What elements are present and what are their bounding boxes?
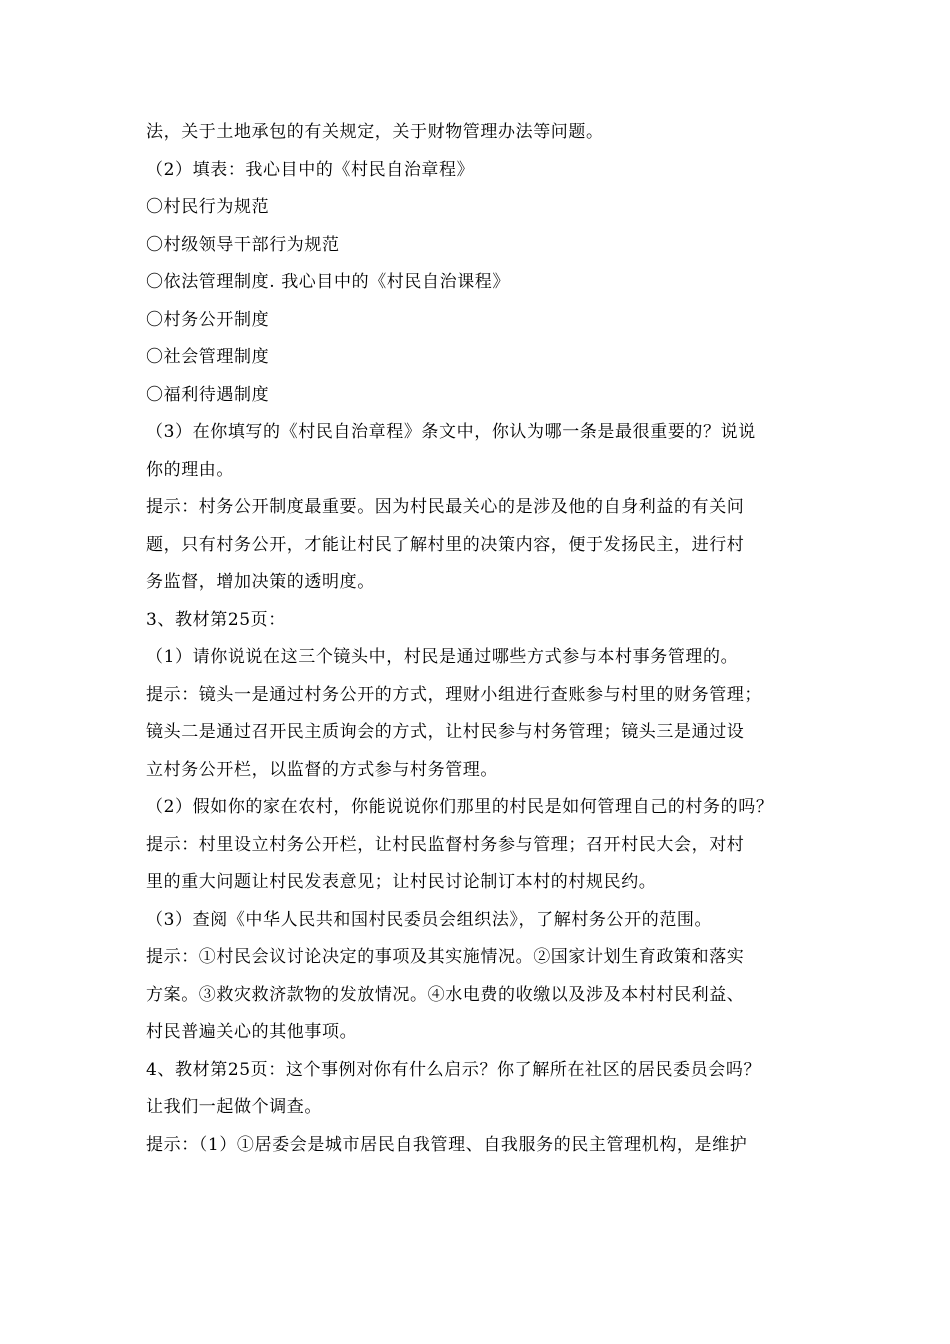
- text-line: （3）查阅《中华人民共和国村民委员会组织法》，了解村务公开的范围。: [146, 909, 713, 930]
- text-line: 〇依法管理制度. 我心目中的《村民自治课程》: [146, 272, 511, 292]
- text-line: 提示：村务公开制度最重要。因为村民最关心的是涉及他的自身利益的有关问: [146, 497, 745, 517]
- document-page: [146, 114, 826, 1164]
- text-line: 提示：村里设立村务公开栏，让村民监督村务参与管理；召开村民大会，对村: [146, 834, 745, 855]
- text-line: 里的重大问题让村民发表意见；让村民讨论制订本村的村规民约。: [146, 872, 657, 892]
- text-line: 方案。③救灾救济款物的发放情况。④水电费的收缴以及涉及本村村民利益、: [146, 984, 745, 1005]
- text-line: 务监督，增加决策的透明度。: [146, 572, 375, 592]
- text-line: 提示：镜头一是通过村务公开的方式，理财小组进行查账参与村里的财务管理；: [146, 684, 762, 705]
- text-line: 3、教材第25页：: [146, 609, 286, 630]
- text-line: 村民普遍关心的其他事项。: [146, 1022, 358, 1042]
- text-line: （3）在你填写的《村民自治章程》条文中，你认为哪一条是最很重要的？说说: [146, 422, 756, 442]
- text-line: 〇村民行为规范: [146, 197, 270, 217]
- text-line: 立村务公开栏，以监督的方式参与村务管理。: [146, 759, 498, 780]
- text-line: 镜头二是通过召开民主质询会的方式，让村民参与村务管理；镜头三是通过设: [146, 722, 745, 742]
- text-line: 让我们一起做个调查。: [146, 1097, 322, 1117]
- text-line: 〇村务公开制度: [146, 309, 270, 330]
- text-line: 法，关于土地承包的有关规定，关于财物管理办法等问题。: [146, 122, 604, 142]
- text-line: 〇村级领导干部行为规范: [146, 234, 340, 255]
- text-line: 4、教材第25页：这个事例对你有什么启示？你了解所在社区的居民委员会吗？: [146, 1059, 762, 1080]
- text-line: （2）填表：我心目中的《村民自治章程》: [146, 159, 475, 180]
- text-line: 〇福利待遇制度: [146, 384, 270, 405]
- text-line: 题，只有村务公开，才能让村民了解村里的决策内容，便于发扬民主，进行村: [146, 534, 745, 555]
- text-line: （2）假如你的家在农村，你能说说你们那里的村民是如何管理自己的村务的吗？: [146, 797, 774, 817]
- text-line: 〇社会管理制度: [146, 347, 270, 367]
- text-line: （1）请你说说在这三个镜头中，村民是通过哪些方式参与本村事务管理的。: [146, 647, 739, 667]
- text-line: 提示：①村民会议讨论决定的事项及其实施情况。②国家计划生育政策和落实: [146, 947, 745, 967]
- text-line: 提示：（1）①居委会是城市居民自我管理、自我服务的民主管理机构，是维护: [146, 1134, 748, 1155]
- text-line: 你的理由。: [146, 459, 234, 480]
